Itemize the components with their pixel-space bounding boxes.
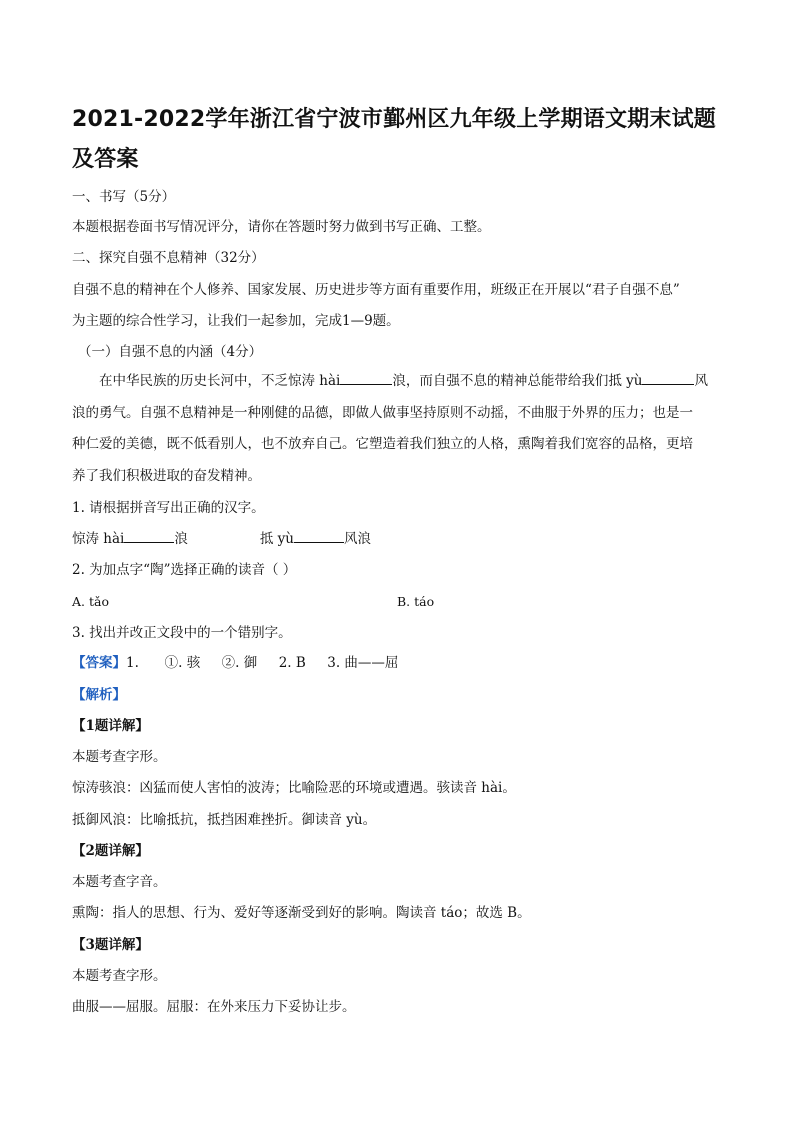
fill-blank <box>340 370 392 385</box>
detail-1-line1: 本题考查字形。 <box>72 749 167 765</box>
section1-text: 本题根据卷面书写情况评分，请你在答题时努力做到书写正确、工整。 <box>72 219 491 235</box>
section2-heading: 二、探究自强不息精神（32分） <box>72 250 265 266</box>
analysis-label: 【解析】 <box>72 687 126 703</box>
detail-2-line2: 熏陶：指人的思想、行为、爱好等逐渐受到好的影响。陶读音 táo；故选 B。 <box>72 905 531 921</box>
section1-heading: 一、书写（5分） <box>72 189 176 205</box>
detail-3-line1: 本题考查字形。 <box>72 968 167 984</box>
answer-line <box>72 652 398 674</box>
answer-text: 1. ①. 骇 ②. 御 2. B 3. 曲——屈 <box>126 655 399 671</box>
passage-line-2: 浪的勇气。自强不息精神是一种刚健的品德，即做人做事坚持原则不动摇，不曲服于外界的压力；也是一 <box>72 404 693 421</box>
document-title: 2021-2022学年浙江省宁波市鄞州区九年级上学期语文期末试题及答案 <box>72 107 716 172</box>
passage-line-3: 种仁爱的美德，既不低看别人，也不放弃自己。它塑造着我们独立的人格，熏陶着我们宽容的品格，更培 <box>72 436 693 452</box>
option-b: B. táo <box>397 594 435 609</box>
fill-blank <box>642 370 694 385</box>
passage-line-4: 养了我们积极进取的奋发精神。 <box>72 467 261 484</box>
answer-blank <box>124 528 174 543</box>
passage-line-1: 在中华民族的历史长河中，不乏惊涛 hài 浪，而自强不息的精神总能带给我们抵 yù 风 <box>72 366 722 398</box>
reading-passage <box>72 366 722 492</box>
question-2-options <box>72 591 732 613</box>
detail-3-label: 【3题详解】 <box>72 937 149 953</box>
detail-1-line2: 惊涛骇浪：凶猛而使人害怕的波涛；比喻险恶的环境或遭遇。骇读音 hài。 <box>72 780 516 796</box>
detail-1-label: 【1题详解】 <box>72 718 149 734</box>
question-1-prompt: 1. 请根据拼音写出正确的汉字。 <box>72 500 265 516</box>
answer-label: 【答案】 <box>72 655 126 671</box>
question-3-prompt: 3. 找出并改正文段中的一个错别字。 <box>72 625 292 641</box>
question-2-prompt: 2. 为加点字“陶”选择正确的读音（ ） <box>72 562 297 578</box>
answer-blank <box>294 528 344 543</box>
detail-1-line3: 抵御风浪：比喻抵抗，抵挡困难挫折。御读音 yù。 <box>72 812 377 828</box>
detail-2-label: 【2题详解】 <box>72 843 149 859</box>
section2-intro-line1: 自强不息的精神在个人修养、国家发展、历史进步等方面有重要作用，班级正在开展以“君子自强不息” <box>72 282 680 298</box>
detail-2-line1: 本题考查字音。 <box>72 874 167 890</box>
detail-3-line2: 曲服——屈服。屈服：在外来压力下妥协让步。 <box>72 999 356 1015</box>
subsection1-heading: （一）自强不息的内涵（4分） <box>78 344 263 360</box>
option-a: A. tǎo <box>72 594 109 609</box>
question-1-blanks: 惊涛 hài 浪 抵 yù 风浪 <box>72 528 371 550</box>
section2-intro-line2: 为主题的综合性学习，让我们一起参加，完成1—9题。 <box>72 313 400 329</box>
